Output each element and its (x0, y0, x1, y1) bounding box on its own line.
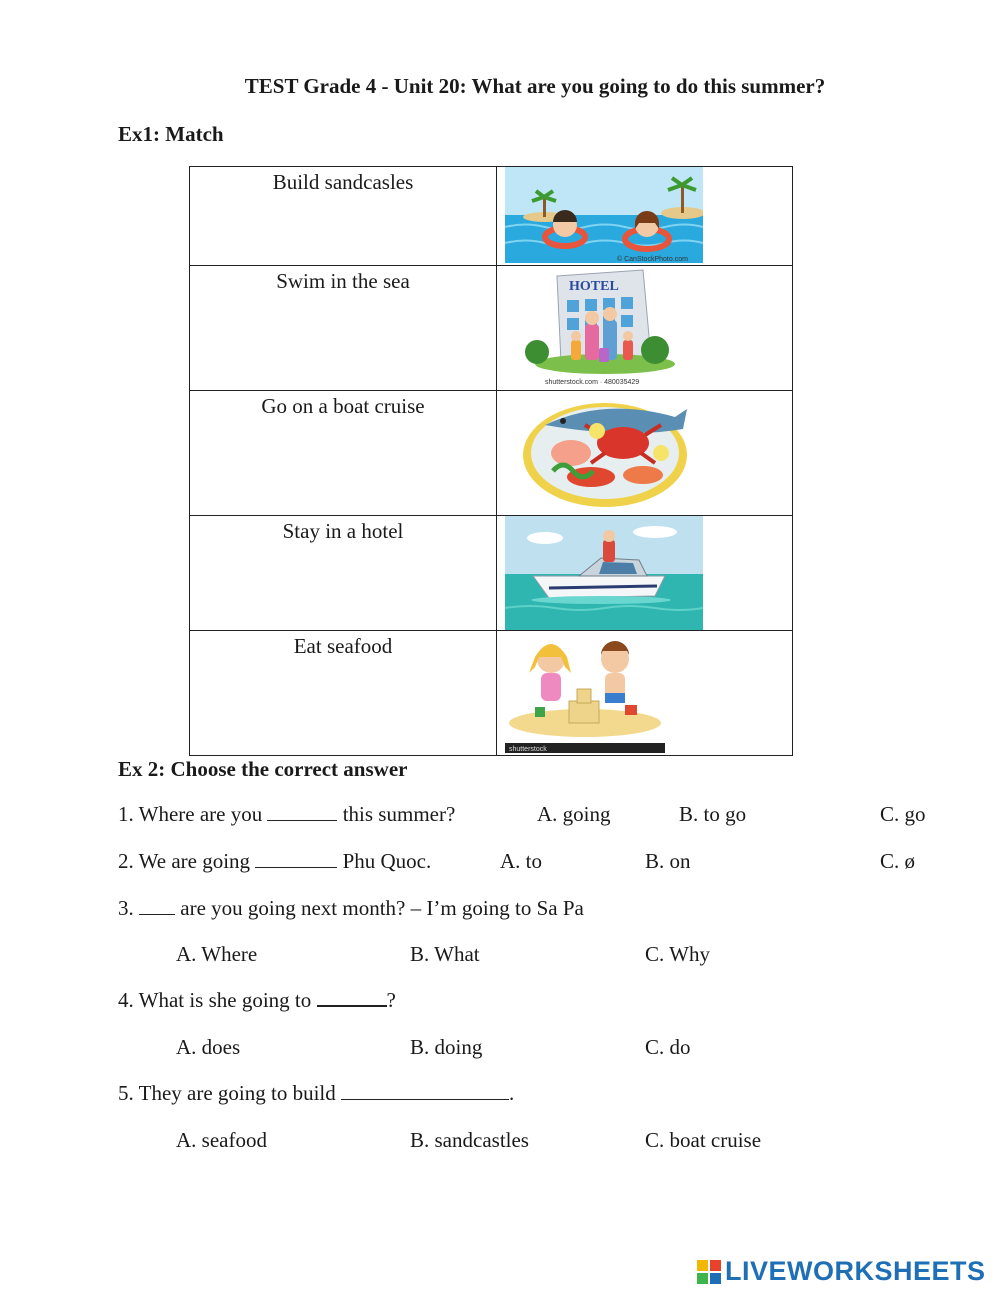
match-word[interactable]: Swim in the sea (190, 266, 497, 391)
image-credit: shutterstock (509, 746, 547, 753)
children-swimming-in-sea-icon (505, 167, 703, 263)
logo-square (710, 1260, 721, 1271)
match-picture-cell[interactable] (497, 631, 793, 756)
match-row (190, 167, 793, 266)
match-picture-cell[interactable] (497, 167, 793, 266)
match-row (190, 516, 793, 631)
option-c[interactable]: C. boat cruise (645, 1128, 762, 1152)
question-text: are you going next month? – I’m going to Sa Pa (175, 896, 584, 920)
question-3 (118, 896, 584, 921)
logo-square (710, 1273, 721, 1284)
match-word[interactable]: Stay in a hotel (190, 516, 497, 631)
question-text: 4. What is she going to (118, 988, 317, 1012)
question-text: 3. (118, 896, 139, 920)
image-credit: shutterstock.com · 480035429 (545, 379, 640, 386)
match-row (190, 391, 793, 516)
question-1 (118, 802, 455, 827)
option-b[interactable]: B. sandcastles (410, 1128, 529, 1152)
match-word[interactable]: Eat seafood (190, 631, 497, 756)
option-c[interactable]: C. go (880, 802, 926, 826)
image-credit: © CanStockPhoto.com (617, 256, 688, 263)
option-a[interactable]: A. to (500, 849, 542, 873)
option-b[interactable]: B. doing (410, 1035, 483, 1059)
answer-blank[interactable] (267, 804, 337, 821)
option-b[interactable]: B. on (645, 849, 691, 873)
match-row (190, 266, 793, 391)
liveworksheets-logo[interactable] (697, 1256, 986, 1287)
option-c[interactable]: C. do (645, 1035, 691, 1059)
seafood-platter-icon (505, 391, 703, 513)
logo-squares-icon (697, 1260, 721, 1284)
ex2-heading: Ex 2: Choose the correct answer (118, 757, 408, 781)
option-b[interactable]: B. What (410, 942, 480, 966)
logo-square (697, 1273, 708, 1284)
option-a[interactable]: A. seafood (176, 1128, 267, 1152)
match-word[interactable]: Build sandcasles (190, 167, 497, 266)
question-2 (118, 849, 431, 874)
ex1-heading: Ex1: Match (118, 122, 224, 146)
match-picture-cell[interactable] (497, 266, 793, 391)
match-row (190, 631, 793, 756)
answer-blank[interactable] (255, 851, 337, 868)
question-text: this summer? (337, 802, 456, 826)
logo-text: LIVEWORKSHEETS (725, 1256, 986, 1286)
family-at-hotel-icon (505, 266, 703, 388)
option-a[interactable]: A. Where (176, 942, 258, 966)
match-picture-cell[interactable] (497, 391, 793, 516)
man-on-speedboat-icon (505, 516, 703, 630)
question-text: . (509, 1081, 515, 1105)
question-4 (118, 988, 396, 1013)
question-text: ? (386, 988, 396, 1012)
question-text: 5. They are going to build (118, 1081, 341, 1105)
option-c[interactable]: C. Why (645, 942, 710, 966)
kids-building-sandcastle-icon (505, 631, 703, 753)
question-5 (118, 1081, 514, 1106)
option-c[interactable]: C. ø (880, 849, 916, 873)
logo-square (697, 1260, 708, 1271)
option-a[interactable]: A. does (176, 1035, 241, 1059)
match-word[interactable]: Go on a boat cruise (190, 391, 497, 516)
question-text: 1. Where are you (118, 802, 268, 826)
svg-text:HOTEL: HOTEL (569, 279, 619, 294)
question-text: Phu Quoc. (337, 849, 432, 873)
match-table (189, 166, 793, 756)
answer-blank[interactable] (317, 989, 387, 1007)
question-text: 2. We are going (118, 849, 256, 873)
option-b[interactable]: B. to go (679, 802, 747, 826)
match-picture-cell[interactable] (497, 516, 793, 631)
answer-blank[interactable] (139, 898, 175, 915)
page-title: TEST Grade 4 - Unit 20: What are you going to do this summer? (244, 74, 826, 98)
option-a[interactable]: A. going (537, 802, 611, 826)
answer-blank[interactable] (341, 1083, 509, 1100)
